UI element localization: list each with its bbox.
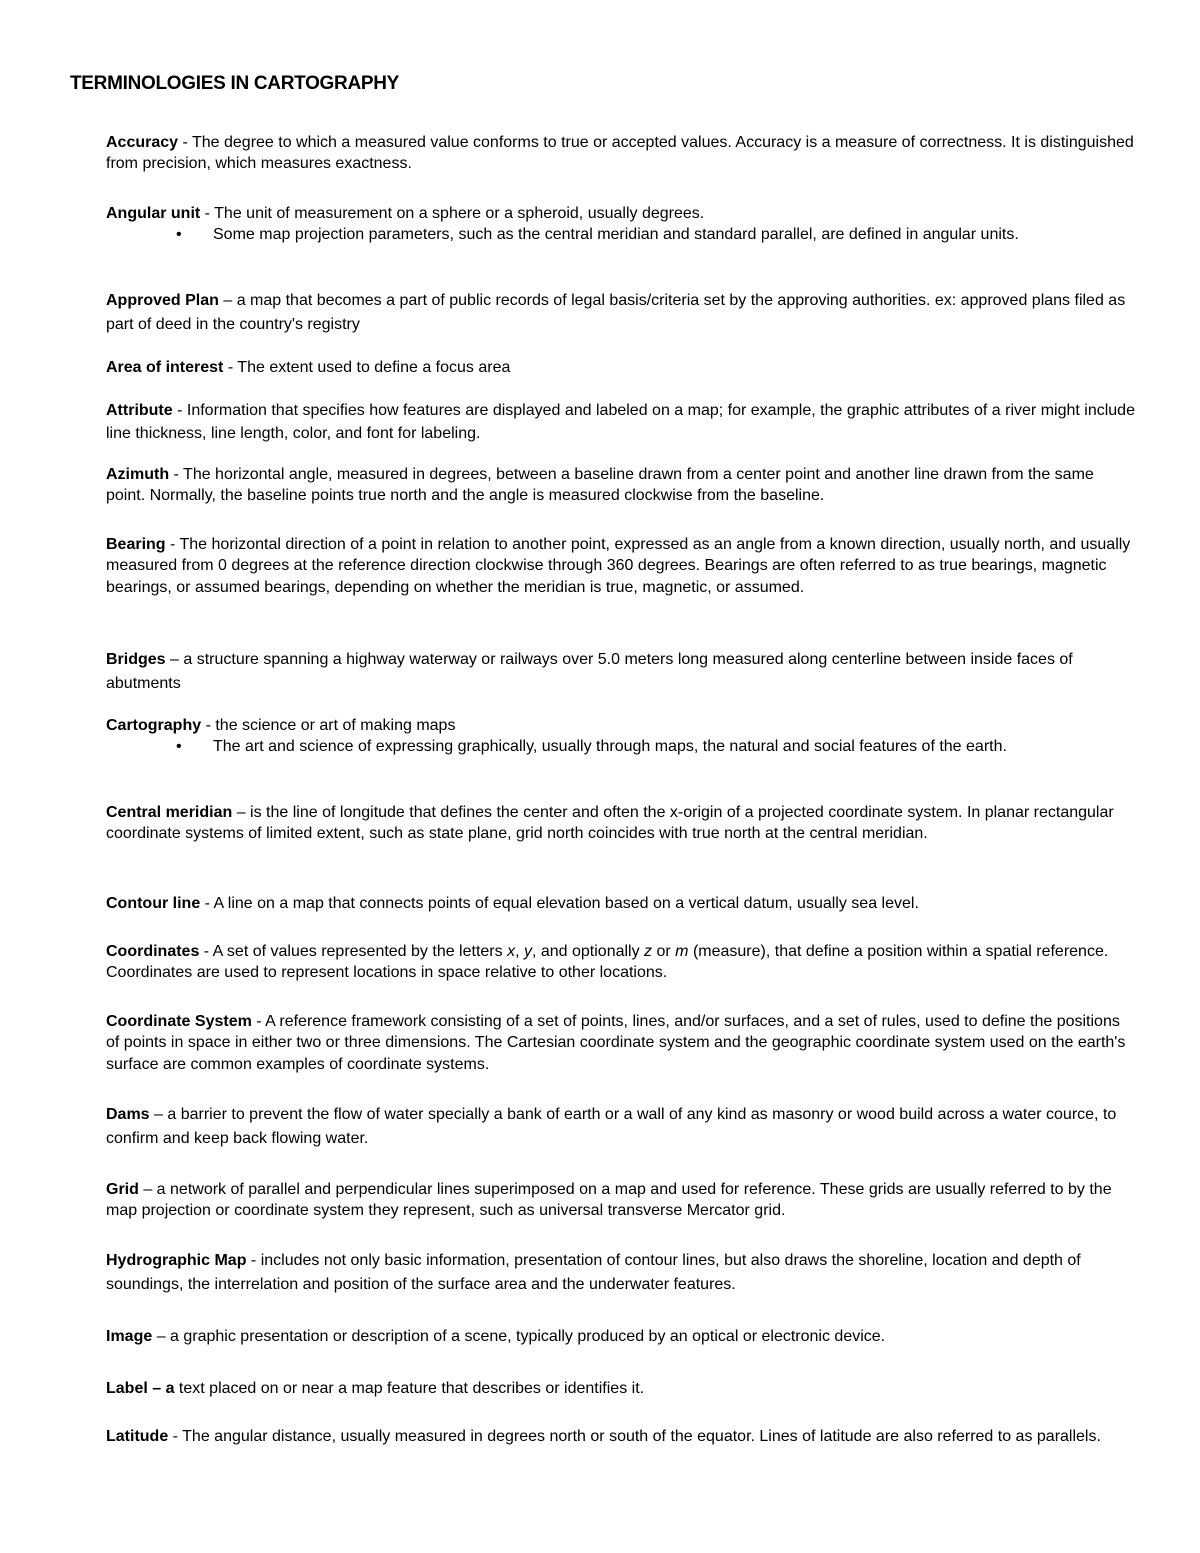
- bullet-icon: •: [176, 226, 182, 244]
- document-title: TERMINOLOGIES IN CARTOGRAPHY: [70, 73, 400, 94]
- definition-part: , and optionally: [531, 943, 645, 960]
- bullet-text: The art and science of expressing graphically, usually through maps, the natural and social features of the earth.: [213, 738, 1007, 756]
- entry-angular-unit: [106, 203, 1136, 246]
- term: Contour line: [106, 895, 201, 912]
- entry-accuracy: [106, 132, 1136, 175]
- definition: - The unit of measurement on a sphere or a spheroid, usually degrees.: [200, 205, 705, 222]
- definition-part: y: [523, 943, 532, 960]
- definition-part: x: [507, 943, 516, 960]
- term: Coordinate System: [106, 1013, 252, 1030]
- definition: - includes not only basic information, presentation of contour lines, but also draws the shoreline, location and depth of soundings, the interrelation and position of the surface area and the underwater features.: [106, 1252, 1081, 1293]
- definition: – a structure spanning a highway waterway or railways over 5.0 meters long measured along centerline between inside faces of abutments: [106, 651, 1073, 692]
- definition-part: or: [652, 943, 676, 960]
- entry-cartography: [106, 715, 1136, 758]
- entry-coordinate-system: [106, 1011, 1136, 1075]
- definition-part: (measure), that define a position within a spatial reference. Coordinates are used to represent locations in space relative to other locations.: [106, 943, 1109, 982]
- entry-label: [106, 1378, 1136, 1399]
- term: Latitude: [106, 1428, 169, 1445]
- term: Bridges: [106, 651, 166, 668]
- definition: - The angular distance, usually measured in degrees north or south of the equator. Lines of latitude are also referred to as parallels.: [168, 1428, 1101, 1445]
- term: Label – a: [106, 1380, 175, 1397]
- definition: - The horizontal angle, measured in degrees, between a baseline drawn from a center point and another line drawn from the same point. Normally, the baseline points true north and the angle is measured clockwise from the baseline.: [106, 466, 1094, 505]
- definition: - The horizontal direction of a point in relation to another point, expressed as an angle from a known direction, usually north, and usually measured from 0 degrees at the reference direction clockwise through 360 degrees. Bearings are often referred to as true bearings, magnetic bearings, or assumed bearings, depending on whether the meridian is true, magnetic, or assumed.: [106, 536, 1131, 596]
- bullet-icon: •: [176, 738, 182, 756]
- entry-dams: [106, 1103, 1136, 1151]
- bullet-text: Some map projection parameters, such as the central meridian and standard parallel, are defined in angular units.: [213, 226, 1019, 244]
- definition: – is the line of longitude that defines the center and often the x-origin of a projected coordinate system. In planar rectangular coordinate systems of limited extent, such as state plane, grid north coincides with true north at the central meridian.: [106, 804, 1114, 843]
- entry-grid: [106, 1179, 1136, 1222]
- definition: – a barrier to prevent the flow of water specially a bank of earth or a wall of any kind as masonry or wood build across a water cource, to confirm and keep back flowing water.: [106, 1106, 1117, 1147]
- bullet-item: [106, 736, 1136, 757]
- definition: text placed on or near a map feature that describes or identifies it.: [174, 1380, 645, 1397]
- definition-part: z: [644, 943, 653, 960]
- definition: – a map that becomes a part of public records of legal basis/criteria set by the approving authorities. ex: approved plans filed as part of deed in the country's registry: [106, 292, 1126, 333]
- term: Attribute: [106, 402, 173, 419]
- term: Hydrographic Map: [106, 1252, 247, 1269]
- entry-coordinates: [106, 941, 1136, 984]
- entry-azimuth: [106, 464, 1136, 507]
- term: Dams: [106, 1106, 150, 1123]
- term: Angular unit: [106, 205, 201, 222]
- term: Cartography: [106, 717, 202, 734]
- entry-bridges: [106, 648, 1136, 695]
- entry-contour-line: [106, 893, 1136, 914]
- term: Grid: [106, 1181, 139, 1198]
- definition: – a graphic presentation or description of a scene, typically produced by an optical or electronic device.: [152, 1328, 886, 1345]
- definition: - The extent used to define a focus area: [223, 359, 511, 376]
- entry-attribute: [106, 399, 1136, 445]
- entry-image: [106, 1326, 1136, 1347]
- entry-latitude: [106, 1426, 1136, 1447]
- term: Image: [106, 1328, 153, 1345]
- entry-central-meridian: [106, 802, 1136, 845]
- entry-approved-plan: [106, 289, 1136, 336]
- definition-part: m: [675, 943, 689, 960]
- entry-hydrographic-map: [106, 1249, 1136, 1296]
- entry-area-of-interest: [106, 357, 1136, 378]
- entry-bearing: [106, 534, 1136, 598]
- term: Accuracy: [106, 134, 179, 151]
- bullet-item: [106, 224, 1136, 245]
- term: Central meridian: [106, 804, 233, 821]
- definition: - The degree to which a measured value conforms to true or accepted values. Accuracy is a measure of correctness. It is distinguished from precision, which measures exactness.: [106, 134, 1134, 173]
- definition: - A line on a map that connects points of equal elevation based on a vertical datum, usually sea level.: [200, 895, 919, 912]
- definition: - the science or art of making maps: [201, 717, 456, 734]
- definition: – a network of parallel and perpendicular lines superimposed on a map and used for reference. These grids are usually referred to by the map projection or coordinate system they represent, such as universal transverse Mercator grid.: [106, 1181, 1112, 1220]
- term: Bearing: [106, 536, 166, 553]
- term: Azimuth: [106, 466, 170, 483]
- definition-part: - A set of values represented by the letters: [199, 943, 508, 960]
- term: Approved Plan: [106, 292, 219, 309]
- definition: - A reference framework consisting of a set of points, lines, and/or surfaces, and a set of rules, used to define the positions of points in space in either two or three dimensions. The Cartesian coordinate system and the geographic coordinate system used on the earth's surface are common examples of coordinate systems.: [106, 1013, 1126, 1073]
- term: Coordinates: [106, 943, 200, 960]
- term: Area of interest: [106, 359, 224, 376]
- definition-part: ,: [515, 943, 524, 960]
- definition: - Information that specifies how features are displayed and labeled on a map; for example, the graphic attributes of a river might include line thickness, line length, color, and font for labeling.: [106, 402, 1135, 442]
